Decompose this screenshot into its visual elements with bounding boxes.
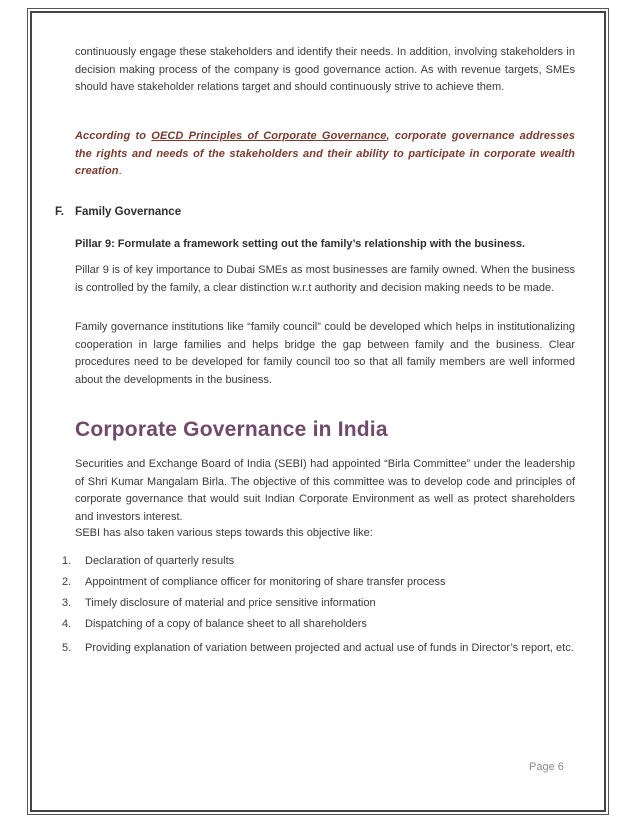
sebi-steps-intro: SEBI has also taken various steps towards this objective like: xyxy=(75,527,373,539)
sebi-paragraph: Securities and Exchange Board of India (SEBI) had appointed “Birla Committee” under the leadership of Shri Kumar Mangalam Birla. The objective of this committee was to develop code and principles of corporate governance that would suit Indian Corporate Environment as well as protect shareholders and investors interest. xyxy=(75,458,575,523)
list-item xyxy=(62,635,577,662)
oecd-quote-end: . xyxy=(118,165,122,177)
oecd-quote-prefix: According to xyxy=(75,130,152,142)
sebi-steps-list xyxy=(62,551,577,662)
oecd-principles-link[interactable]: OECD Principles of Corporate Governance xyxy=(151,130,387,142)
intro-paragraph: continuously engage these stakeholders and identify their needs. In addition, involving stakeholders in decision making process of the company is good governance action. As with revenue targets, SMEs should have stakeholder relations target and should continuously strive to achieve them. xyxy=(75,46,575,93)
oecd-quote xyxy=(75,128,575,181)
list-text: Dispatching of a copy of balance sheet to all shareholders xyxy=(85,618,367,630)
page-number: Page 6 xyxy=(529,761,564,773)
list-text: Declaration of quarterly results xyxy=(85,555,235,567)
family-governance-heading xyxy=(55,206,181,218)
india-heading: Corporate Governance in India xyxy=(75,418,388,441)
oecd-quote-suffix: , corporate governance addresses the rights and needs of the stakeholders and their ability to participate in corporate wealth creation xyxy=(75,130,575,177)
list-item xyxy=(62,614,577,635)
section-letter: F. xyxy=(55,206,64,218)
list-item xyxy=(62,572,577,593)
list-number: 1. xyxy=(62,555,72,567)
pillar-9-heading: Pillar 9: Formulate a framework setting out the family’s relationship with the business. xyxy=(75,238,526,250)
list-number: 5. xyxy=(62,642,72,654)
list-item xyxy=(62,551,577,572)
list-number: 4. xyxy=(62,618,72,630)
list-number: 2. xyxy=(62,576,72,588)
list-number: 3. xyxy=(62,597,72,609)
list-item xyxy=(62,593,577,614)
section-title: Family Governance xyxy=(75,206,182,218)
family-paragraph-2: Family governance institutions like “family council” could be developed which helps in institutionalizing cooperation in large families and helps bridge the gap between family and the business. Clear procedures need to be developed for family council too so that all family members are well informed about the developments in the business. xyxy=(75,321,575,386)
list-text: Appointment of compliance officer for monitoring of share transfer process xyxy=(85,576,446,588)
family-paragraph-1: Pillar 9 is of key importance to Dubai SMEs as most businesses are family owned. When the business is controlled by the family, a clear distinction w.r.t authority and decision making needs to be made. xyxy=(75,264,575,294)
list-text: Providing explanation of variation between projected and actual use of funds in Director’s report, etc. xyxy=(85,642,574,654)
list-text: Timely disclosure of material and price sensitive information xyxy=(85,597,376,609)
